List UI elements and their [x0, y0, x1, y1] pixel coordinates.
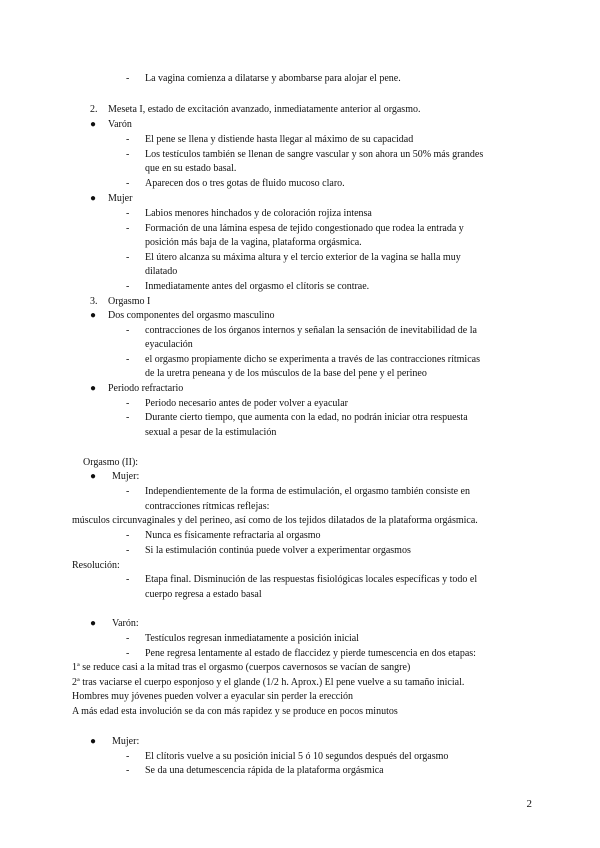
- list-item: Formación de una lámina espesa de tejido congestionado que rodea la entrada y: [145, 223, 464, 234]
- bullet-icon: ●: [90, 618, 97, 629]
- list-item: Aparecen dos o tres gotas de fluido mucoso claro.: [145, 178, 345, 189]
- list-item: Labios menores hinchados y de coloración rojiza intensa: [145, 208, 372, 219]
- dash-marker: -: [126, 486, 130, 497]
- dash-marker: -: [126, 325, 130, 336]
- list-item: El útero alcanza su máxima altura y el tercio exterior de la vagina se halla muy: [145, 252, 461, 263]
- bullet-icon: ●: [90, 119, 97, 130]
- list-number: 2.: [90, 104, 98, 115]
- group-label: Varón: [108, 119, 132, 130]
- group-label: Mujer:: [112, 471, 140, 482]
- list-item-continued: de la uretra peneana y de los músculos de la base del pene y el perineo: [145, 368, 427, 379]
- list-number: 3.: [90, 296, 98, 307]
- dash-marker: -: [126, 73, 130, 84]
- page-number: 2: [526, 798, 532, 810]
- dash-marker: -: [126, 398, 130, 409]
- dash-marker: -: [126, 178, 130, 189]
- list-item: La vagina comienza a dilatarse y abombarse para alojar el pene.: [145, 73, 401, 84]
- section-heading: Resolución:: [72, 560, 120, 571]
- section-heading: Meseta I, estado de excitación avanzado, inmediatamente anterior al orgasmo.: [108, 104, 421, 115]
- list-item: Nunca es físicamente refractaria al orgasmo: [145, 530, 321, 541]
- group-label: Mujer: [108, 193, 133, 204]
- list-item: Independientemente de la forma de estimulación, el orgasmo también consiste en: [145, 486, 470, 497]
- list-item: Pene regresa lentamente al estado de flaccidez y pierde tumescencia en dos etapas:: [145, 648, 476, 659]
- dash-marker: -: [126, 354, 130, 365]
- bullet-icon: ●: [90, 736, 97, 747]
- list-item-continued: cuerpo regresa a estado basal: [145, 589, 262, 600]
- bullet-icon: ●: [90, 471, 97, 482]
- dash-marker: -: [126, 208, 130, 219]
- list-item: El clítoris vuelve a su posición inicial 5 ó 10 segundos después del orgasmo: [145, 751, 449, 762]
- group-label: Varón:: [112, 618, 139, 629]
- dash-marker: -: [126, 751, 130, 762]
- list-item: El pene se llena y distiende hasta llegar al máximo de su capacidad: [145, 134, 414, 145]
- group-label: Dos componentes del orgasmo masculino: [108, 310, 275, 321]
- dash-marker: -: [126, 412, 130, 423]
- list-item: contracciones de los órganos internos y señalan la sensación de inevitabilidad de la: [145, 325, 477, 336]
- bullet-icon: ●: [90, 310, 97, 321]
- group-label: Mujer:: [112, 736, 140, 747]
- dash-marker: -: [126, 545, 130, 556]
- paragraph-line: 2ª tras vaciarse el cuerpo esponjoso y el glande (1/2 h. Aprox.) El pene vuelve a su tamaño inicial.: [72, 677, 465, 688]
- list-item: Durante cierto tiempo, que aumenta con la edad, no podrán iniciar otra respuesta: [145, 412, 468, 423]
- list-item: Se da una detumescencia rápida de la plataforma orgásmica: [145, 765, 384, 776]
- dash-marker: -: [126, 765, 130, 776]
- paragraph-line: músculos circunvaginales y del perineo, así como de los tejidos dilatados de la plataforma orgásmica.: [72, 515, 478, 526]
- list-item-continued: contracciones rítmicas reflejas:: [145, 501, 270, 512]
- paragraph-line: Hombres muy jóvenes pueden volver a eyacular sin perder la erección: [72, 691, 353, 702]
- bullet-icon: ●: [90, 383, 97, 394]
- dash-marker: -: [126, 530, 130, 541]
- bullet-icon: ●: [90, 193, 97, 204]
- dash-marker: -: [126, 252, 130, 263]
- section-heading: Orgasmo (II):: [83, 457, 139, 468]
- group-label: Periodo refractario: [108, 383, 184, 394]
- list-item: Inmediatamente antes del orgasmo el clítoris se contrae.: [145, 281, 370, 292]
- dash-marker: -: [126, 149, 130, 160]
- list-item: Si la estimulación continúa puede volver a experimentar orgasmos: [145, 545, 411, 556]
- dash-marker: -: [126, 633, 130, 644]
- list-item-continued: eyaculación: [145, 339, 193, 350]
- dash-marker: -: [126, 648, 130, 659]
- list-item: Periodo necesario antes de poder volver a eyacular: [145, 398, 348, 409]
- dash-marker: -: [126, 223, 130, 234]
- list-item-continued: que en su estado basal.: [145, 163, 237, 174]
- list-item: el orgasmo propiamente dicho se experimenta a través de las contracciones rítmicas: [145, 354, 480, 365]
- dash-marker: -: [126, 281, 130, 292]
- list-item-continued: dilatado: [145, 266, 178, 277]
- list-item-continued: posición más baja de la vagina, plataforma orgásmica.: [145, 237, 362, 248]
- paragraph-line: 1ª se reduce casi a la mitad tras el orgasmo (cuerpos cavernosos se vacían de sangre): [72, 662, 411, 673]
- list-item-continued: sexual a pesar de la estimulación: [145, 427, 277, 438]
- list-item: Etapa final. Disminución de las respuestas fisiológicas locales específicas y todo el: [145, 574, 478, 585]
- section-heading: Orgasmo I: [108, 296, 151, 307]
- list-item: Los testículos también se llenan de sangre vascular y son ahora un 50% más grandes: [145, 149, 484, 160]
- dash-marker: -: [126, 574, 130, 585]
- paragraph-line: A más edad esta involución se da con más rapidez y se produce en pocos minutos: [72, 706, 398, 717]
- list-item: Testículos regresan inmediatamente a posición inicial: [145, 633, 359, 644]
- dash-marker: -: [126, 134, 130, 145]
